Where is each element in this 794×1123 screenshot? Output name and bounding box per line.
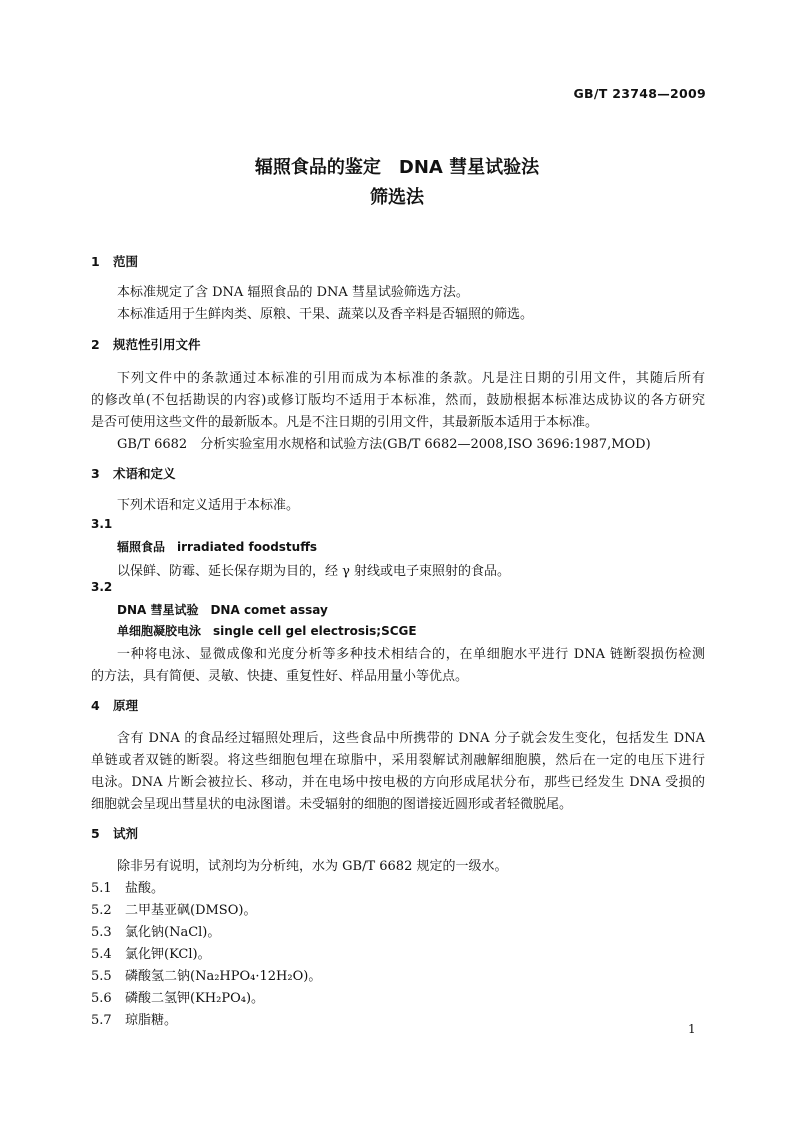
section-number: 4 — [91, 698, 100, 713]
reagent-number: 5.5 — [91, 969, 112, 984]
paragraph-line: 细胞就会呈现出彗星状的电泳图谱。未受辐射的细胞的图谱接近圆形或者轻微脱尾。 — [91, 797, 573, 812]
reagent-item — [91, 899, 256, 918]
reagent-text: 氯化钾(KCl)。 — [125, 947, 211, 962]
document-title: 辐照食品的鉴定 DNA 彗星试验法 — [254, 157, 540, 178]
section-number: 3 — [91, 466, 100, 481]
reagent-item — [91, 965, 321, 984]
paragraph-line: 单链或者双链的断裂。将这些细胞包埋在琼脂中，采用裂解试剂融解细胞膜，然后在一定的电压下进行 — [91, 753, 705, 768]
section-number: 5 — [91, 826, 100, 841]
standard-number: GB/T 23748—2009 — [573, 86, 706, 101]
paragraph: 本标准适用于生鲜肉类、原粮、干果、蔬菜以及香辛料是否辐照的筛选。 — [117, 307, 534, 322]
paragraph: 下列术语和定义适用于本标准。 — [117, 498, 300, 513]
term-definition-line: 的方法，具有简便、灵敏、快捷、重复性好、样品用量小等优点。 — [91, 669, 469, 684]
paragraph-line: 电泳。DNA 片断会被拉长、移动，并在电场中按电极的方向形成尾状分布，那些已经发生 DNA 受损的 — [91, 775, 705, 790]
section-4-heading — [91, 696, 138, 714]
section-number: 1 — [91, 254, 100, 269]
reagent-text: 氯化钠(NaCl)。 — [125, 925, 221, 940]
section-title: 范围 — [113, 254, 139, 269]
paragraph: 本标准规定了含 DNA 辐照食品的 DNA 彗星试验筛选方法。 — [117, 285, 469, 300]
reagent-text: 磷酸二氢钾(KH₂PO₄)。 — [125, 991, 265, 1006]
term-name-alt: 单细胞凝胶电泳 single cell gel electrosis;SCGE — [117, 624, 417, 638]
section-title: 试剂 — [113, 826, 139, 841]
reagent-number: 5.6 — [91, 991, 112, 1006]
reagent-number: 5.2 — [91, 903, 112, 918]
reagent-text: 琼脂糖。 — [125, 1013, 178, 1028]
paragraph-line: 下列文件中的条款通过本标准的引用而成为本标准的条款。凡是注日期的引用文件，其随后所有 — [117, 371, 705, 386]
reagent-text: 二甲基亚砜(DMSO)。 — [125, 903, 257, 918]
reagent-number: 5.7 — [91, 1013, 112, 1028]
reagent-item — [91, 943, 211, 962]
document-subtitle: 筛选法 — [370, 187, 424, 208]
term-definition-line: 一种将电泳、显微成像和光度分析等多种技术相结合的，在单细胞水平进行 DNA 链断裂损伤检测 — [117, 647, 705, 662]
section-3-heading — [91, 464, 176, 482]
reagent-text: 盐酸。 — [125, 881, 165, 896]
section-number: 2 — [91, 337, 100, 352]
reagent-number: 5.3 — [91, 925, 112, 940]
term-definition: 以保鲜、防霉、延长保存期为目的，经 γ 射线或电子束照射的食品。 — [117, 564, 511, 579]
section-2-heading — [91, 335, 201, 353]
paragraph: 除非另有说明，试剂均为分析纯，水为 GB/T 6682 规定的一级水。 — [117, 859, 508, 874]
section-1-heading — [91, 252, 138, 270]
term-name: DNA 彗星试验 DNA comet assay — [117, 603, 328, 617]
paragraph-line: 是否可使用这些文件的最新版本。凡是不注日期的引用文件，其最新版本适用于本标准。 — [91, 415, 599, 430]
section-title: 规范性引用文件 — [113, 337, 201, 352]
section-5-heading — [91, 824, 138, 842]
reagent-item — [91, 1009, 177, 1028]
normative-reference: GB/T 6682 分析实验室用水规格和试验方法(GB/T 6682—2008,ISO 3696:1987,MOD) — [117, 437, 651, 452]
section-title: 原理 — [113, 698, 139, 713]
paragraph-line: 的修改单(不包括勘误的内容)或修订版均不适用于本标准，然而，鼓励根据本标准达成协议的各方研究 — [91, 393, 705, 408]
reagent-number: 5.4 — [91, 947, 112, 962]
section-title: 术语和定义 — [113, 466, 176, 481]
reagent-number: 5.1 — [91, 881, 112, 896]
reagent-item — [91, 987, 264, 1006]
term-name: 辐照食品 irradiated foodstuffs — [117, 540, 318, 554]
term-number: 3.2 — [91, 580, 113, 594]
reagent-item — [91, 877, 164, 896]
term-number: 3.1 — [91, 517, 113, 531]
reagent-text: 磷酸氢二钠(Na₂HPO₄·12H₂O)。 — [125, 969, 322, 984]
reagent-item — [91, 921, 220, 940]
paragraph-line: 含有 DNA 的食品经过辐照处理后，这些食品中所携带的 DNA 分子就会发生变化，包括发生 DNA — [117, 731, 705, 746]
page-number: 1 — [688, 1022, 696, 1036]
